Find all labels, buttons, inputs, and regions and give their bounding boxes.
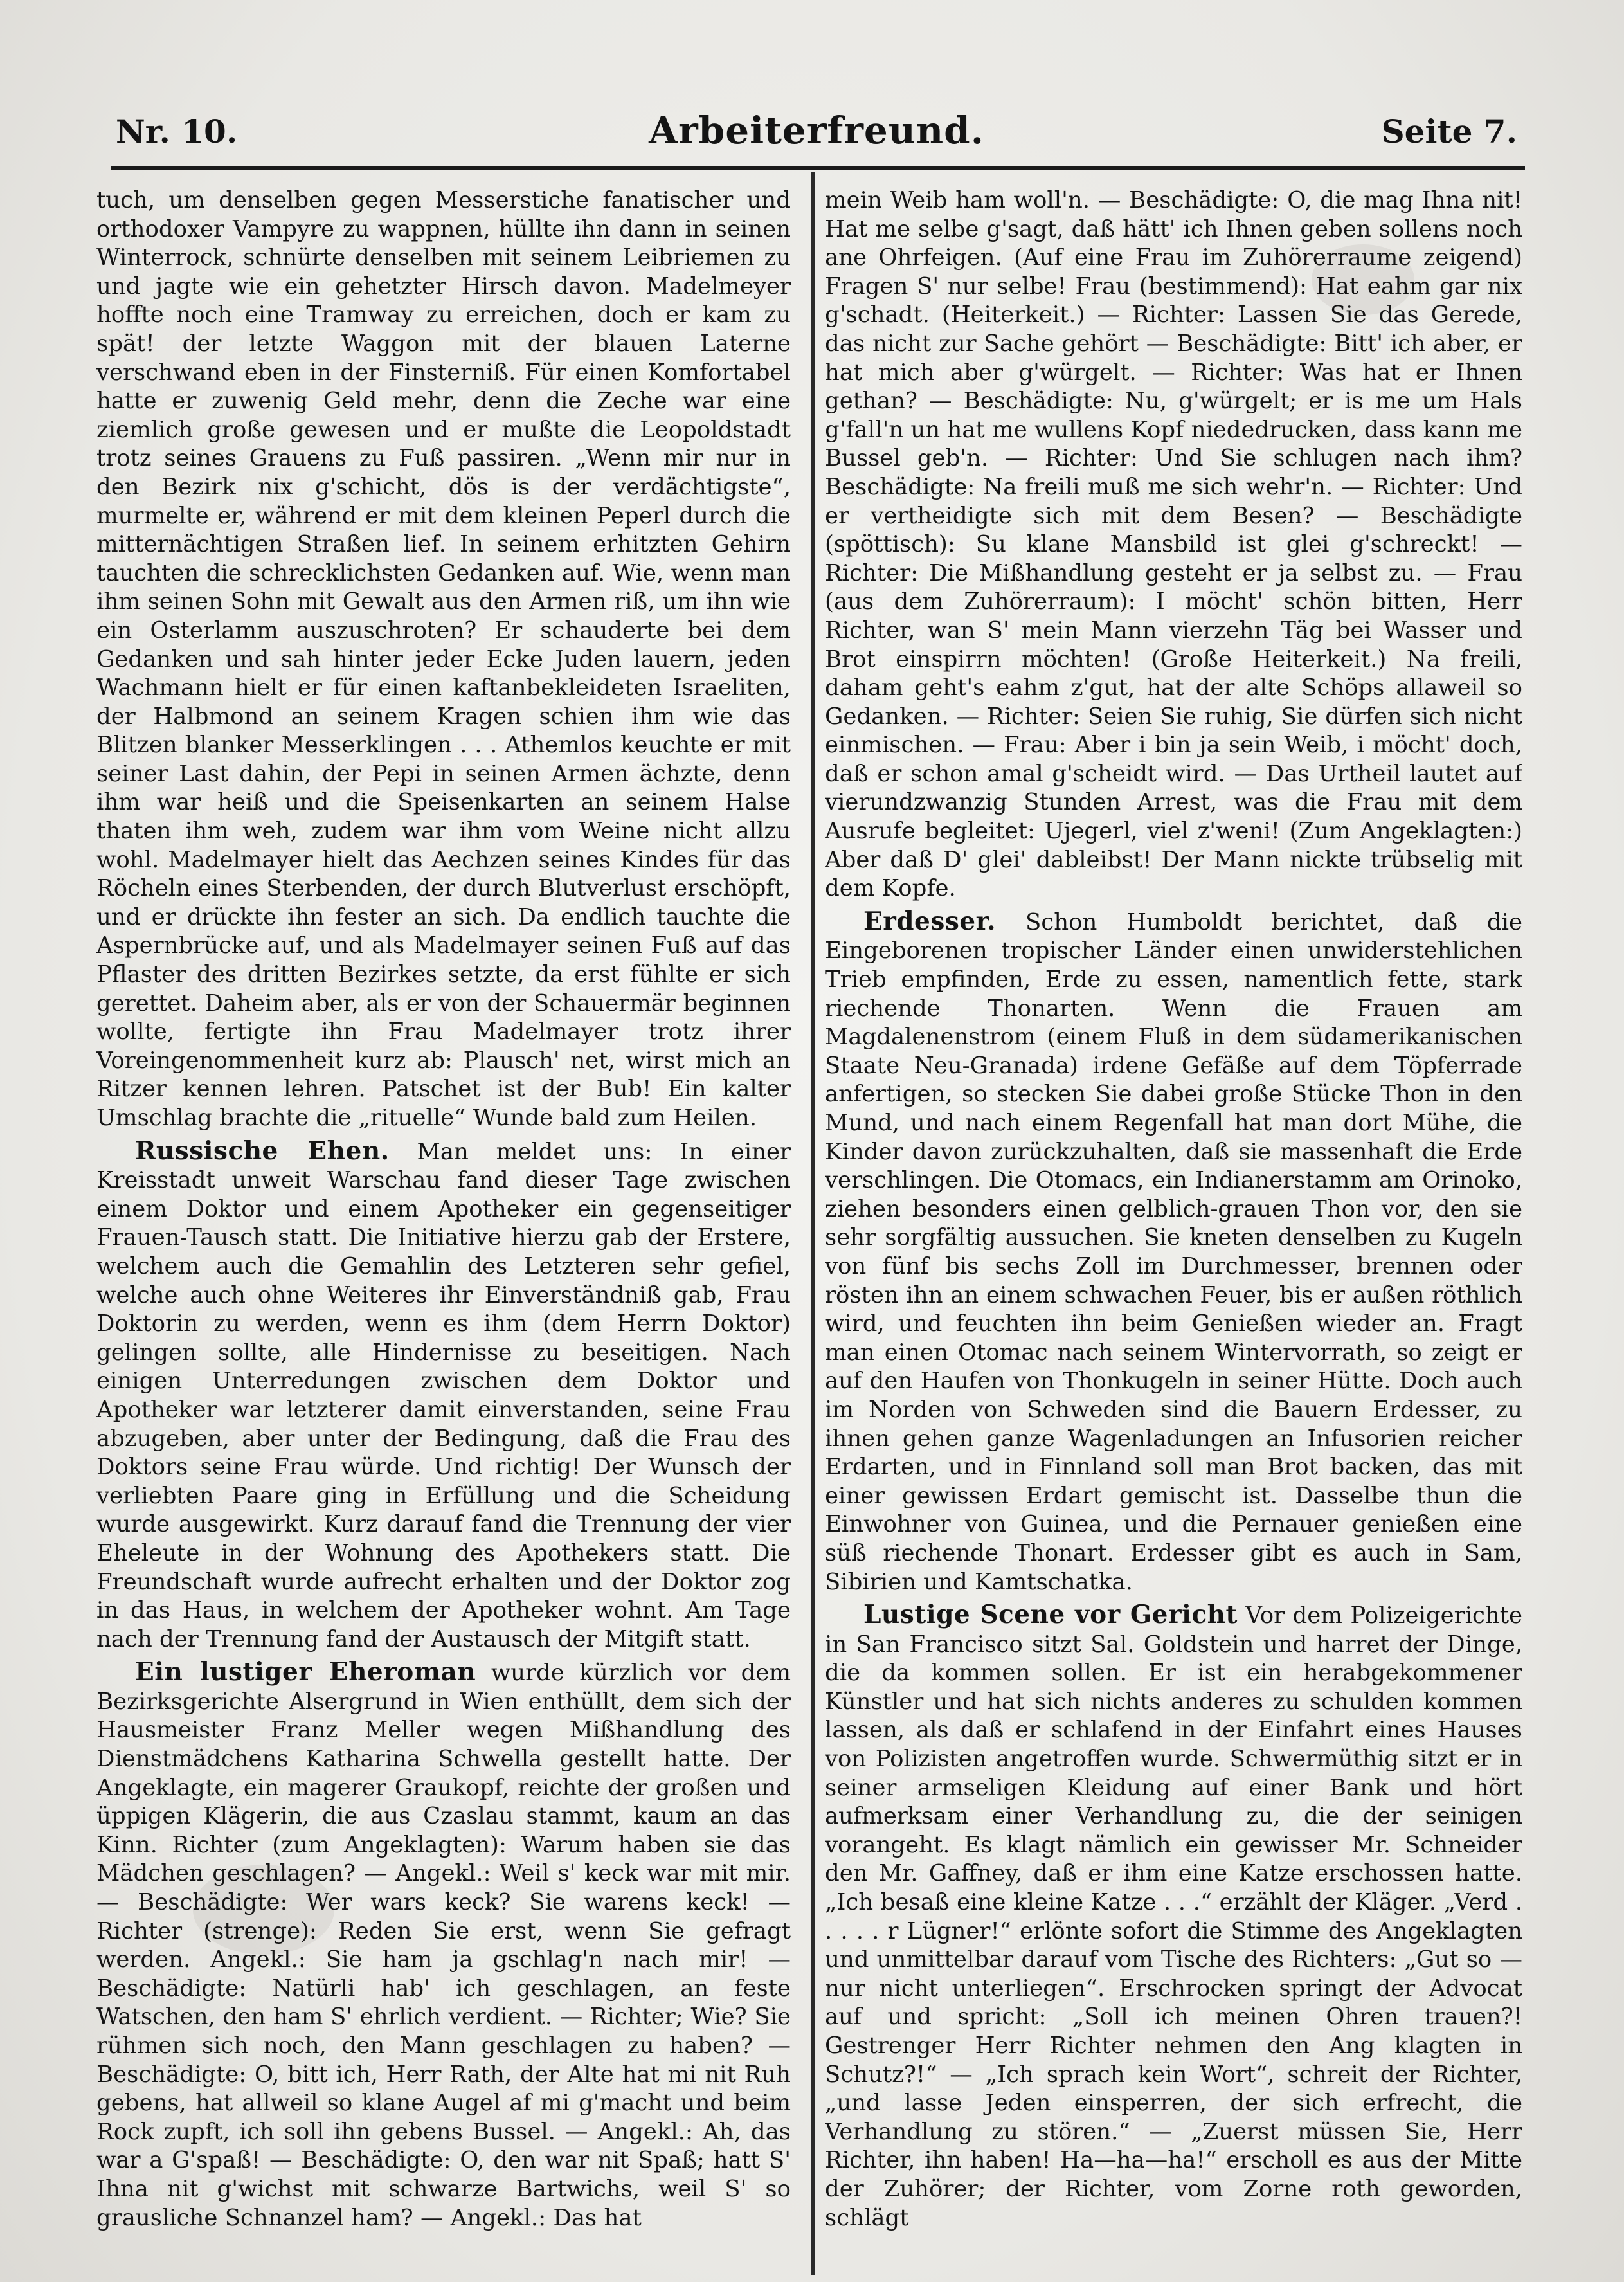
article-heading: Lustige Scene vor Gericht [863, 1600, 1238, 1630]
newspaper-title: Arbeiterfreund. [649, 109, 984, 152]
paragraph-text: Man meldet uns: In einer Kreisstadt unweit Warschau fand dieser Tage zwischen einem Doktor und einem Apotheker ein gegenseitiger Frauen-Tausch statt. Die Initiative hierzu gab der Erstere, welchem auch die Gemahlin des Letzteren sehr gefiel, welche auch ohne Weiteres ihr Einverständniß gab, Frau Doktorin zu werden, wenn es ihm (dem Herrn Doktor) gelingen sollte, alle Hindernisse zu beseitigen. Nach einigen Unterredungen zwischen dem Doktor und Apotheker war letzterer damit einverstanden, seine Frau abzugeben, aber unter der Bedingung, daß die Frau des Doktors seine Frau würde. Und richtig! Der Wunsch der verliebten Paare ging in Erfüllung und die Scheidung wurde ausgewirkt. Kurz darauf fand die Trennung der vier Eheleute in der Wohnung des Apothekers statt. Die Freundschaft wurde aufrecht erhalten und der Doktor zog in das Haus, in welchem der Apotheker wohnt. Am Tage nach der Trennung fand der Austausch der Mitgift statt. [96, 1138, 791, 1653]
paragraph-text: Vor dem Polizeigerichte in San Francisco sitzt Sal. Goldstein und harret der Dinge, die da kommen sollen. Er ist ein herabgekommener Künstler und hat sich nichts anderes zu schulden kommen lassen, als daß er schlafend in der Einfahrt eines Hauses von Polizisten angetroffen wurde. Schwermüthig sitzt er in seiner armseligen Kleidung auf einer Bank und hört aufmerksam einer Verhandlung zu, die der seinigen vorangeht. Es klagt nämlich ein gewisser Mr. Schneider den Mr. Gaffney, daß er ihm eine Katze erschossen hatte. „Ich besaß eine kleine Katze . . .“ erzählt der Kläger. „Verd . . . . . r Lügner!“ erlönte sofort die Stimme des Angeklagten und unmittelbar darauf vom Tische des Richters: „Gut so — nur nicht unterliegen“. Erschrocken springt der Advocat auf und spricht: „Soll ich meinen Ohren trauen?! Gestrenger Herr Richter nehmen den Ang klagten in Schutz?!“ — „Ich sprach kein Wort“, schreit der Richter, „und lasse Jeden einsperren, der sich erfrecht, die Verhandlung zu stören.“ — „Zuerst müssen Sie, Herr Richter, ihn haben! Ha—ha—ha!“ erscholl es aus der Mitte der Zuhörer; der Richter, vom Zorne roth geworden, schlägt [825, 1602, 1522, 2231]
article-heading: Ein lustiger Eheroman [135, 1657, 476, 1687]
column-divider [811, 172, 815, 2275]
paragraph-text: mein Weib ham woll'n. — Beschädigte: O, die mag Ihna nit! Hat me selbe g'sagt, daß hätt' ich Ihnen geben sollens noch ane Ohrfeigen. (Auf eine Frau im Zuhörerraume zeigend) Fragen S' nur selbe! Frau (bestimmend): Hat eahm gar nix g'schadt. (Heiterkeit.) — Richter: Lassen Sie das Gerede, das nicht zur Sache gehört — Beschädigte: Bitt' ich aber, er hat mich aber g'würgelt. — Richter: Was hat er Ihnen gethan? — Beschädigte: Nu, g'würgelt; er is me um Hals g'fall'n un hat me wullens Kopf niededrucken, dass kann me Bussel geb'n. — Richter: Und Sie schlugen nach ihm? Beschädigte: Na freili muß me sich wehr'n. — Richter: Und er vertheidigte sich mit dem Besen? — Beschädigte (spöttisch): Su klane Mansbild ist glei g'schreckt! — Richter: Die Mißhandlung gesteht er ja selbst zu. — Frau (aus dem Zuhörerraum): I möcht' schön bitten, Herr Richter, wan S' mein Mann vierzehn Täg bei Wasser und Brot einspirrn möchten! (Große Heiterkeit.) Na freili, daham geht's eahm z'gut, hat der alte Schöps allaweil so Gedanken. — Richter: Seien Sie ruhig, Sie dürfen sich nicht einmischen. — Frau: Aber i bin ja sein Weib, i möcht' doch, daß er schon amal g'scheidt wird. — Das Urtheil lautet auf vierundzwanzig Stunden Arrest, was die Frau mit dem Ausrufe begleitet: Ujegerl, viel z'weni! (Zum Angeklagten:) Aber daß D' glei' dableibst! Der Mann nickte trübselig mit dem Kopfe. [825, 187, 1522, 902]
right-column [825, 186, 1522, 2257]
paragraph-text: tuch, um denselben gegen Messerstiche fanatischer und orthodoxer Vampyre zu wappnen, hüllte ihn dann in seinen Winterrock, schnürte denselben mit seinem Leibriemen zu und jagte wie ein gehetzter Hirsch davon. Madelmeyer hoffte noch eine Tramway zu erreichen, doch er kam zu spät! der letzte Waggon mit der blauen Laterne verschwand eben in der Finsterniß. Für einen Komfortabel hatte er zuwenig Geld mehr, denn die Zeche war eine ziemlich große gewesen und er mußte die Leopoldstadt trotz seines Grauens zu Fuß passiren. „Wenn mir nur in den Bezirk nix g'schicht, dös is der verdächtigste“, murmelte er, während er mit dem kleinen Peperl durch die mitternächtigen Straßen lief. In seinem erhitzten Gehirn tauchten die schrecklichsten Gedanken auf. Wie, wenn man ihm seinen Sohn mit Gewalt aus den Armen riß, um ihn wie ein Osterlamm auszuschroten? Er schauderte bei dem Gedanken und sah hinter jeder Ecke Juden lauern, jeden Wachmann hielt er für einen kaftanbekleideten Israeliten, der Halbmond an seinem Kragen schien ihm wie das Blitzen blanker Messerklingen . . . Athemlos keuchte er mit seiner Last dahin, der Pepi in seinen Armen ächzte, denn ihm war heiß und die Speisenkarten an seinem Halse thaten ihm weh, zudem war ihm vom Weine nicht allzu wohl. Madelmayer hielt das Aechzen seines Kindes für das Röcheln eines Sterbenden, der durch Blutverlust erschöpft, und er drückte ihn fester an sich. Da endlich tauchte die Aspernbrücke auf, und als Madelmayer seinen Fuß auf das Pflaster des dritten Bezirkes setzte, da erst fühlte er sich gerettet. Daheim aber, als er von der Schauermär beginnen wollte, fertigte ihn Frau Madelmayer trotz ihrer Voreingenommenheit kurz ab: Plausch' net, wirst mich an Ritzer kennen lehren. Patschet ist der Bub! Ein kalter Umschlag brachte die „rituelle“ Wunde bald zum Heilen. [96, 187, 791, 1131]
paragraph-text: Schon Humboldt berichtet, daß die Eingeborenen tropischer Länder einen unwiderstehlichen Trieb empfinden, Erde zu essen, namentlich fette, stark riechende Thonarten. Wenn die Frauen am Magdalenenstrom (einem Fluß in dem südamerikanischen Staate Neu-Granada) irdene Gefäße auf dem Töpferrade anfertigen, so stecken Sie dabei große Stücke Thon in den Mund, und nach einem Regenfall hat man dort Mühe, die Kinder davon zurückzuhalten, daß sie massenhaft die Erde verschlingen. Die Otomacs, ein Indianerstamm am Orinoko, ziehen besonders einen gelblich-grauen Thon vor, den sie sehr sorgfältig aussuchen. Sie kneten denselben zu Kugeln von fünf bis sechs Zoll im Durchmesser, brennen oder rösten ihn an einem schwachen Feuer, bis er außen röthlich wird, und feuchten ihn beim Genießen wieder an. Fragt man einen Otomac nach seinem Wintervorrath, so zeigt er auf den Haufen von Thonkugeln in seiner Hütte. Doch auch im Norden von Schweden sind die Bauern Erdesser, zu ihnen gehen ganze Wagenladungen an Infusorien reicher Erdarten, und in Finnland soll man Brot backen, das mit einer gewissen Erdart gemischt ist. Dasselbe thun die Einwohner von Guinea, und die Pernauer genießen eine süß riechende Thonart. Erdesser gibt es auch in Sam, Sibirien und Kamtschatka. [825, 909, 1522, 1595]
article-lustiger-eheroman [96, 1658, 791, 2232]
article-continuation [96, 186, 791, 1133]
article-russische-ehen [96, 1137, 791, 1654]
paragraph-text: wurde kürzlich vor dem Bezirksgerichte Alsergrund in Wien enthüllt, dem sich der Hausmeister Franz Meller wegen Mißhandlung des Dienstmädchens Katharina Schwella gestellt hatte. Der Angeklagte, ein magerer Graukopf, reichte der großen und üppigen Klägerin, die aus Czaslau stammt, kaum an das Kinn. Richter (zum Angeklagten): Warum haben sie das Mädchen geschlagen? — Angekl.: Weil s' keck war mit mir. — Beschädigte: Wer wars keck? Sie warens keck! — Richter (strenge): Reden Sie erst, wenn Sie gefragt werden. Angekl.: Sie ham ja gschlag'n nach mir! — Beschädigte: Natürli hab' ich geschlagen, an feste Watschen, den ham S' ehrlich verdient. — Richter; Wie? Sie rühmen sich noch, den Mann geschlagen zu haben? — Beschädigte: O, bitt ich, Herr Rath, der Alte hat mi nit Ruh gebens, hat allweil so klane Augel af mi g'macht und beim Rock zupft, ich soll ihn gebens Bussel. — Angekl.: Ah, das war a G'spaß! — Beschädigte: O, den war nit Spaß; hatt S' Ihna nit g'wichst mit schwarze Bartwichs, weil S' so grausliche Schnanzel ham? — Angekl.: Das hat [96, 1660, 791, 2231]
header-rule [111, 166, 1525, 170]
page-number: Seite 7. [1381, 113, 1517, 150]
article-continuation [825, 186, 1522, 903]
article-heading: Erdesser. [863, 906, 997, 936]
article-erdesser [825, 907, 1522, 1597]
left-column [96, 186, 791, 2257]
page-header [116, 106, 1517, 164]
article-lustige-scene [825, 1600, 1522, 2232]
issue-number: Nr. 10. [116, 113, 238, 150]
article-heading: Russische Ehen. [135, 1136, 390, 1166]
